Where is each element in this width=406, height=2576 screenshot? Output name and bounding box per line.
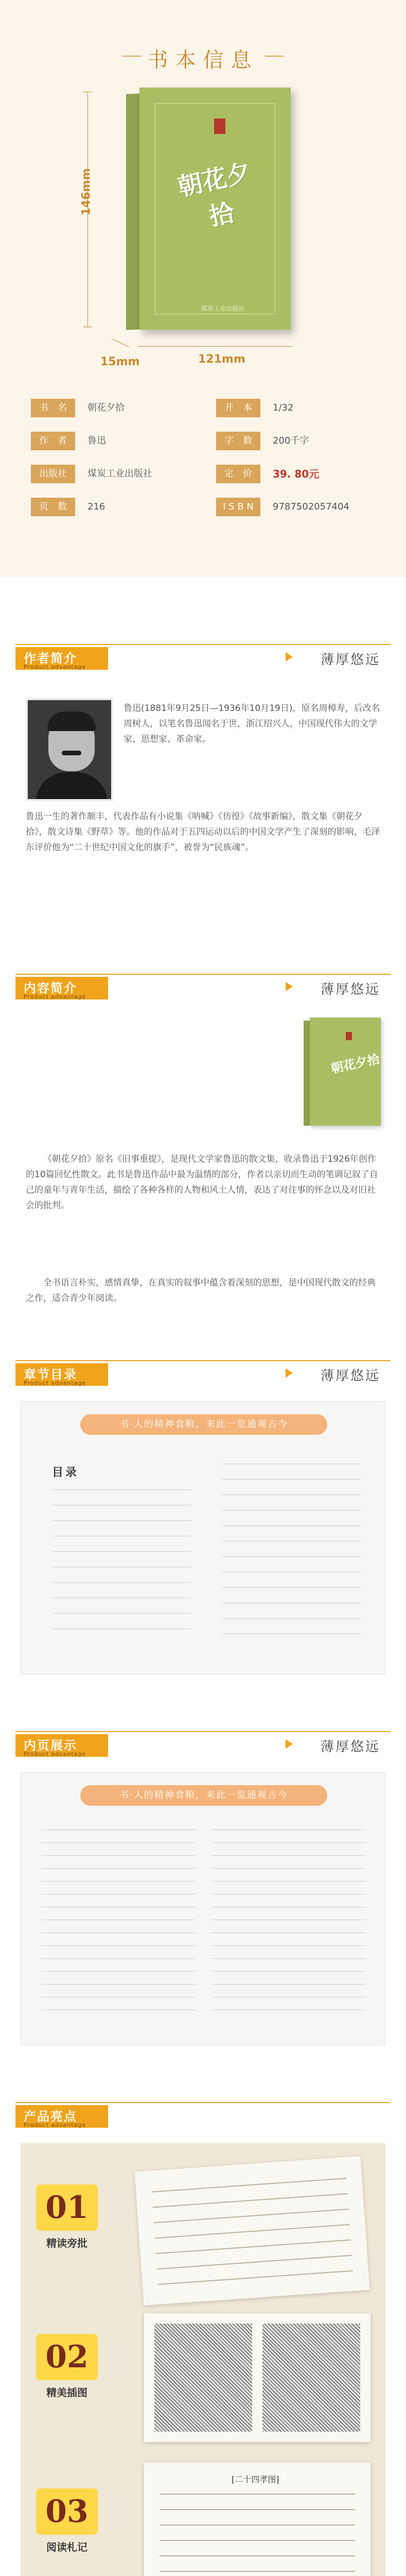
section-slogan: 薄厚悠远 bbox=[320, 652, 380, 668]
highlight-label: 精美插图 bbox=[46, 2386, 87, 2399]
cover-publisher: 煤炭工业出版社 bbox=[201, 305, 245, 312]
spec-key: I S B N bbox=[216, 498, 260, 516]
author-bio-paragraph-2: 鲁迅一生的著作颇丰，代表作品有小说集《呐喊》《彷徨》《故事新编》，散文集《朝花夕拾》，散文诗集《野草》等。他的作品对于五四运动以后的中国文学产生了深刻的影响，毛泽东评价他为“二十世纪中国文化的旗手”，被誉为“民族魂”。 bbox=[26, 811, 380, 853]
page-text-line bbox=[160, 2509, 355, 2510]
highlight-number: 02 bbox=[36, 2334, 98, 2380]
spec-value: 216 bbox=[87, 501, 105, 512]
section-slogan: 薄厚悠远 bbox=[320, 1739, 380, 1755]
toc-entry-line bbox=[222, 1587, 361, 1588]
width-dimension-line bbox=[138, 346, 292, 347]
intro-book-image bbox=[304, 1018, 381, 1126]
page-text-line bbox=[160, 2524, 355, 2526]
author-portrait bbox=[26, 698, 113, 801]
book-info-title: 书本信息 bbox=[147, 48, 259, 72]
annotated-page bbox=[134, 2156, 369, 2306]
author-bio-paragraph: 鲁迅(1881年9月25日—1936年10月19日)，原名周樟寿，后改名周树人，以笔名鲁迅闻名于世，浙江绍兴人，中国现代伟大的文学家、思想家、革命家。 bbox=[123, 703, 380, 744]
catalog-section-header bbox=[0, 1350, 406, 1396]
book-cover-image bbox=[126, 88, 291, 330]
highlight-number: 01 bbox=[36, 2184, 98, 2231]
spec-value: 朝花夕拾 bbox=[87, 402, 125, 413]
arrow-icon bbox=[286, 1739, 293, 1749]
highlights-section-header bbox=[0, 2092, 406, 2138]
page-text-line bbox=[42, 1868, 196, 1869]
page-text-line bbox=[160, 2540, 355, 2541]
highlight-label: 阅读札记 bbox=[46, 2541, 87, 2553]
section-title: 产品亮点 bbox=[24, 2109, 77, 2124]
pages-banner: 书·人的精神食粮，来此一览通观古今 bbox=[80, 1785, 327, 1806]
portrait-body bbox=[36, 772, 108, 801]
section-subtitle: Product advantage bbox=[24, 1751, 86, 1757]
page-text-line bbox=[211, 1984, 366, 1985]
spec-key: 作 者 bbox=[31, 432, 75, 450]
toc-title: 目录 bbox=[52, 1466, 79, 1479]
page-text-line bbox=[158, 2270, 353, 2285]
highlight-badge bbox=[26, 2334, 108, 2411]
section-subtitle: Product advantage bbox=[24, 2122, 86, 2128]
page-text-line bbox=[42, 1842, 196, 1843]
spec-value: 9787502057404 bbox=[273, 501, 349, 512]
book-info-section bbox=[0, 0, 406, 577]
intro-paragraph: 《朝花夕拾》原名《旧事重提》，是现代文学家鲁迅的散文集，收录鲁迅于1926年创作的10篇回忆性散文。此书是鲁迅作品中最为温情的部分，作者以亲切而生动的笔调记叙了自己的童年与青年生活，描绘了各种各样的人物和风土人情，表达了对往事的怀念以及对旧社会的批判。 bbox=[26, 1154, 378, 1211]
page-text-line bbox=[42, 1984, 196, 1985]
inner-page-scan-image bbox=[21, 1772, 385, 2045]
page-text-line bbox=[42, 1881, 196, 1882]
page-text-line bbox=[211, 1829, 366, 1830]
spec-key: 页 数 bbox=[31, 498, 75, 516]
toc-entry-line bbox=[52, 1551, 191, 1552]
catalog-banner: 书·人的精神食粮，来此一览通观古今 bbox=[80, 1414, 327, 1435]
page-text-line bbox=[160, 2571, 355, 2572]
page-heading: [二十四孝图] bbox=[232, 2475, 279, 2484]
spec-value: 200千字 bbox=[273, 435, 309, 446]
highlight-badge bbox=[26, 2184, 108, 2262]
book-spine bbox=[126, 93, 139, 330]
catalog-scan-image bbox=[21, 1401, 385, 1674]
section-title: 章节目录 bbox=[24, 1367, 77, 1382]
arrow-icon bbox=[286, 652, 293, 662]
arrow-icon bbox=[286, 982, 293, 991]
spec-value: 煤炭工业出版社 bbox=[87, 468, 152, 479]
page-text-line bbox=[151, 2178, 346, 2193]
arrow-icon bbox=[286, 1368, 293, 1378]
page-text-line bbox=[156, 2240, 351, 2255]
page-text-line bbox=[42, 1945, 196, 1946]
depth-dimension-label: 15mm bbox=[100, 355, 140, 368]
toc-entry-line bbox=[52, 1613, 191, 1614]
toc-entry-line bbox=[52, 1489, 191, 1490]
highlight-number: 03 bbox=[36, 2488, 98, 2535]
spec-key: 出版社 bbox=[31, 465, 75, 483]
spec-key: 字 数 bbox=[216, 432, 260, 450]
cover-seal bbox=[214, 118, 225, 134]
toc-entry-line bbox=[222, 1618, 361, 1619]
section-slogan: 薄厚悠远 bbox=[320, 982, 380, 997]
woodcut-illustration bbox=[154, 2324, 252, 2432]
section-subtitle: Product advantage bbox=[24, 993, 86, 1000]
highlight-label: 精读旁批 bbox=[46, 2237, 87, 2249]
section-divider bbox=[15, 974, 391, 975]
cover-seal bbox=[346, 1032, 352, 1040]
section-divider bbox=[15, 1731, 391, 1732]
page-text-line bbox=[157, 2255, 352, 2270]
section-slogan: 薄厚悠远 bbox=[320, 1368, 380, 1384]
toc-entry-line bbox=[222, 1479, 361, 1480]
author-section-header bbox=[0, 634, 406, 680]
page-text-line bbox=[42, 1958, 196, 1959]
portrait-mustache bbox=[62, 751, 81, 755]
page-text-line bbox=[42, 1855, 196, 1856]
spec-row bbox=[31, 490, 376, 523]
section-subtitle: Product advantage bbox=[24, 1380, 86, 1386]
toc-entry-line bbox=[222, 1556, 361, 1557]
page-text-line bbox=[153, 2209, 348, 2224]
section-divider bbox=[15, 2102, 391, 2103]
page-text-line bbox=[211, 1855, 366, 1856]
toc-entry-line bbox=[222, 1510, 361, 1511]
page-text-line bbox=[211, 1881, 366, 1882]
height-dimension-label: 146mm bbox=[80, 168, 93, 216]
spec-value: 1/32 bbox=[273, 402, 294, 413]
spec-row bbox=[31, 392, 376, 425]
cover-title: 朝花夕拾 bbox=[329, 1052, 381, 1076]
page-text-line bbox=[211, 1842, 366, 1843]
spec-key: 定 价 bbox=[216, 465, 260, 483]
cover-title: 朝花夕拾 bbox=[175, 158, 254, 232]
page-text-line bbox=[211, 1971, 366, 1972]
page-text-line bbox=[152, 2193, 347, 2208]
intro-section-header bbox=[0, 963, 406, 1010]
toc-entry-line bbox=[52, 1582, 191, 1583]
section-divider bbox=[15, 1360, 391, 1361]
section-divider bbox=[15, 644, 391, 645]
page-text-line bbox=[42, 1829, 196, 1830]
book-front-cover bbox=[139, 88, 291, 330]
section-title: 内页展示 bbox=[24, 1738, 77, 1753]
spec-row bbox=[31, 425, 376, 457]
pages-section-header bbox=[0, 1721, 406, 1767]
book-front-cover bbox=[310, 1018, 381, 1126]
section-title: 作者简介 bbox=[24, 651, 77, 666]
price-value: 39. 80元 bbox=[273, 468, 320, 480]
page-text-line bbox=[42, 1971, 196, 1972]
book-spine bbox=[304, 1021, 310, 1126]
illustration-page bbox=[144, 2313, 370, 2442]
page-text-line bbox=[211, 1945, 366, 1946]
spec-value: 鲁迅 bbox=[87, 435, 106, 446]
highlight-badge bbox=[26, 2488, 108, 2566]
portrait-hair bbox=[47, 711, 96, 731]
page-text-line bbox=[160, 2555, 355, 2556]
width-dimension-label: 121mm bbox=[198, 353, 245, 366]
spec-key: 开 本 bbox=[216, 399, 260, 417]
section-title: 内容简介 bbox=[24, 981, 77, 995]
section-subtitle: Product advantage bbox=[24, 664, 86, 670]
depth-dimension-line bbox=[112, 338, 130, 347]
intro-paragraph-2: 全书语言朴实，感情真挚，在真实的叙事中蕴含着深刻的思想，是中国现代散文的经典之作，适合青少年阅读。 bbox=[26, 1278, 376, 1303]
page-text-line bbox=[211, 1868, 366, 1869]
spec-table bbox=[31, 392, 376, 523]
notes-page bbox=[144, 2463, 370, 2576]
page-text-line bbox=[160, 2494, 355, 2495]
toc-entry-line bbox=[52, 1520, 191, 1521]
woodcut-illustration bbox=[262, 2324, 360, 2432]
page-text-line bbox=[211, 1958, 366, 1959]
spec-key: 书 名 bbox=[31, 399, 75, 417]
page-text-line bbox=[154, 2224, 349, 2239]
spec-row bbox=[31, 457, 376, 490]
